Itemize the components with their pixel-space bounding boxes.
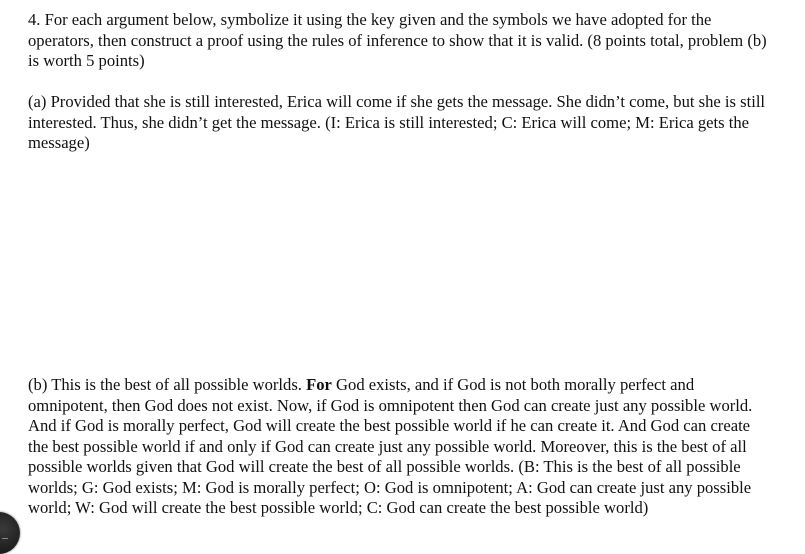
problem-b-bold-for: For bbox=[306, 375, 332, 394]
floating-circle-button[interactable] bbox=[0, 512, 20, 554]
circle-button-icon bbox=[2, 538, 8, 539]
problem-b-body: God exists, and if God is not both morally perfect and omnipotent, then God does not exist. Now, if God is omnipotent then God can create just any possible world. And if God is morally perfect, God will create the best possible world if he can create it. And God can create the best possible world if and only if God can create just any possible world. Moreover, this is the best of all possible worlds given that God will create the best of all possible worlds. (B: This is the best of all possible worlds; G: God exists; M: God is morally perfect; O: God is omnipotent; A: God can create just any possible world; W: God will create the best possible world; C: God can create the best possible world) bbox=[28, 375, 753, 517]
problem-b-lead: (b) This is the best of all possible worlds. bbox=[28, 375, 307, 394]
problem-a-text: (a) Provided that she is still interested, Erica will come if she gets the message. She didn’t come, but she is still interested. Thus, she didn’t get the message. (I: Erica is still interested; C: Erica will come; M: Erica gets the message) bbox=[28, 92, 766, 152]
problem-b-text bbox=[28, 375, 768, 519]
problem-4-instructions: 4. For each argument below, symbolize it using the key given and the symbols we have adopted for the operators, then construct a proof using the rules of inference to show that it is valid. (8 points total, problem (b) is worth 5 points) bbox=[28, 10, 767, 70]
